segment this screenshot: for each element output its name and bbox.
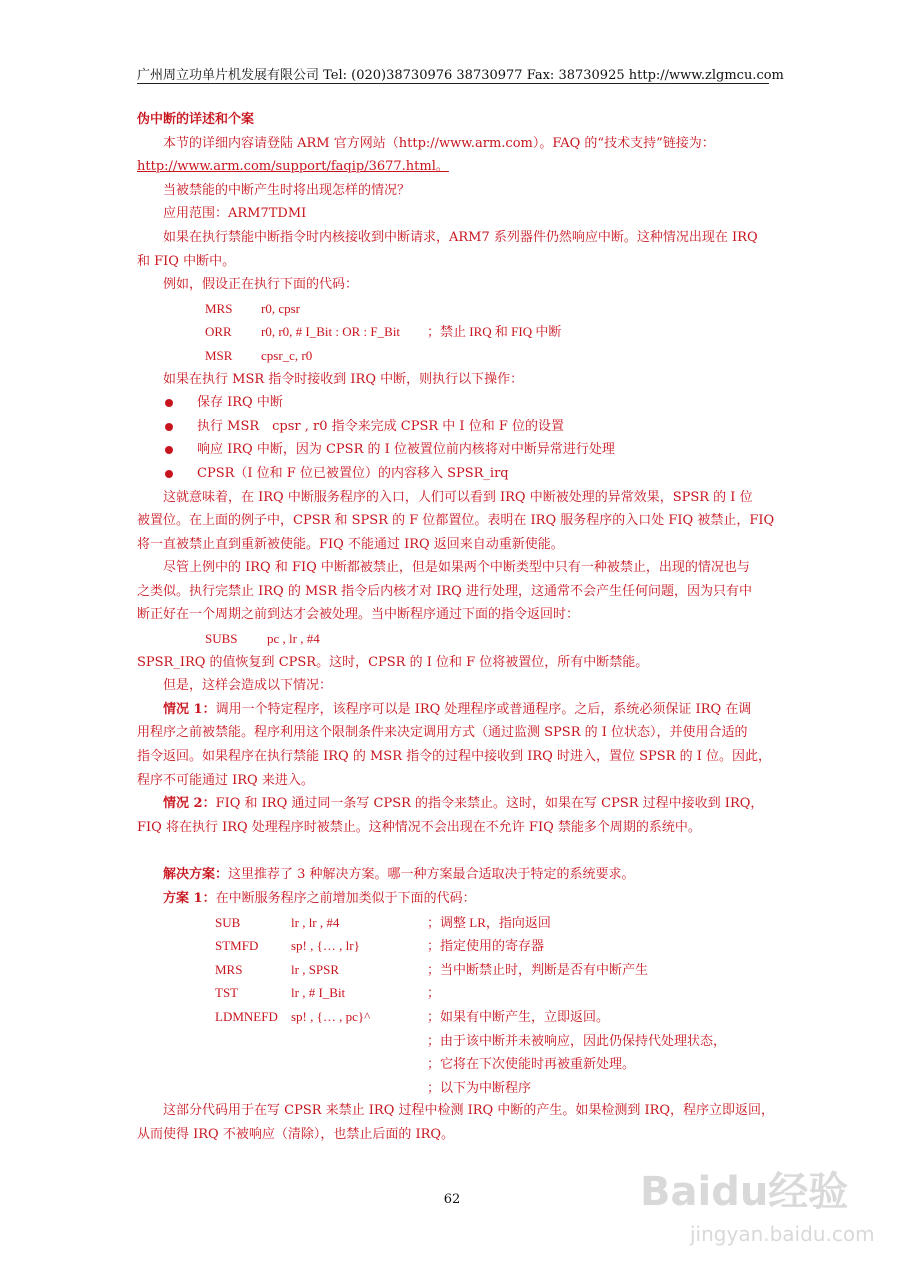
code-op: ORR	[205, 324, 232, 340]
code-comment: ；调整 LR，指向返回	[427, 914, 551, 930]
case2-line	[137, 792, 769, 816]
code-op: TST	[215, 985, 239, 1001]
code-comment: ；	[427, 985, 441, 1001]
baidu-watermark-logo: Baidu经验	[640, 1169, 849, 1215]
code-args: sp! , {… , lr}	[291, 938, 360, 954]
scope-line: 应用范围：ARM7TDMI	[163, 206, 307, 222]
code-args: lr , SPSR	[291, 961, 340, 977]
list-item	[137, 415, 769, 439]
faq-link[interactable]: http://www.arm.com/support/faqip/3677.html。	[137, 159, 449, 175]
para3-line: 之类似。执行完禁止 IRQ 的 MSR 指令后内核才对 IRQ 进行处理，这通常不会产生任何问题，因为只有中	[137, 583, 752, 599]
final-line: 从而使得 IRQ 不被响应（清除），也禁止后面的 IRQ。	[137, 1126, 455, 1142]
code-comment: ；禁止 IRQ 和 FIQ 中断	[427, 324, 562, 340]
intro-line-1: 本节的详细内容请登陆 ARM 官方网站（http://www.arm.com）。FAQ 的“技术支持”链接为：	[163, 135, 715, 151]
case1-line: 指令返回。如果程序在执行禁能 IRQ 的 MSR 指令的过程中接收到 IRQ 时进入，置位 SPSR 的 I 位。因此，	[137, 749, 771, 765]
bullet-dot	[165, 423, 173, 431]
code-op: MRS	[215, 961, 243, 977]
after-subs-line: SPSR_IRQ 的值恢复到 CPSR。这时，CPSR 的 I 位和 F 位将被置位，所有中断禁能。	[137, 654, 649, 670]
code-comment: ；由于该中断并未被响应，因此仍保持代处理状态，	[427, 1032, 727, 1048]
baidu-watermark-url: jingyan.baidu.com	[690, 1222, 875, 1246]
case1-line: 程序不可能通过 IRQ 来进入。	[137, 772, 314, 788]
document-body	[137, 108, 775, 1147]
para3-line: 尽管上例中的 IRQ 和 FIQ 中断都被禁止，但是如果两个中断类型中只有一种被禁止，出现的情况也与	[163, 560, 750, 576]
solution-line	[137, 863, 769, 887]
code1-line	[137, 297, 769, 321]
code-comment: ；如果有中断产生，立即返回。	[427, 1008, 610, 1024]
para2-line: 将一直被禁止直到重新被使能。FIQ 不能通过 IRQ 返回来自动重新使能。	[137, 536, 564, 552]
case2-label: 情况 2：	[163, 796, 216, 812]
spacer	[137, 839, 769, 863]
code-comment: ；以下为中断程序	[427, 1079, 532, 1095]
list-item-text: CPSR（I 位和 F 位已被置位）的内容移入 SPSR_irq	[197, 465, 509, 481]
header-divider	[137, 83, 769, 84]
code-comment: ；当中断禁止时，判断是否有中断产生	[427, 961, 649, 977]
plan1-line	[137, 887, 769, 911]
subs-code-line	[137, 627, 769, 651]
code-args: sp! , {… , pc}^	[291, 1008, 371, 1024]
code-op: STMFD	[215, 938, 259, 954]
list-item	[137, 391, 769, 415]
code-op: SUBS	[205, 631, 238, 647]
para1-line-1: 如果在执行禁能中断指令时内核接收到中断请求，ARM7 系列器件仍然响应中断。这种情况出现在 IRQ	[163, 229, 758, 245]
code2-line	[137, 1076, 769, 1100]
final-line: 这部分代码用于在写 CPSR 来禁止 IRQ 过程中检测 IRQ 中断的产生。如果检测到 IRQ，程序立即返回，	[163, 1103, 775, 1119]
code-args: r0, cpsr	[261, 300, 300, 316]
code1-line	[137, 320, 769, 344]
code-args: lr , lr , #4	[291, 914, 340, 930]
case1-label: 情况 1：	[163, 701, 216, 717]
list-item-text: 响应 IRQ 中断，因为 CPSR 的 I 位被置位前内核将对中断异常进行处理	[197, 442, 615, 458]
para2-line: 被置位。在上面的例子中，CPSR 和 SPSR 的 F 位都置位。表明在 IRQ 服务程序的入口处 FIQ 被禁止，FIQ	[137, 513, 775, 529]
plan1-text: 在中断服务程序之前增加类似于下面的代码：	[215, 891, 476, 906]
case1-line	[137, 698, 769, 722]
code-args: r0, r0, # I_Bit : OR : F_Bit	[261, 324, 401, 340]
but-line: 但是，这样会造成以下情况：	[163, 678, 333, 694]
code2-line	[137, 981, 769, 1005]
list-item-text: 执行 MSR cpsr , r0 指令来完成 CPSR 中 I 位和 F 位的设置	[197, 418, 564, 434]
code2-line	[137, 1005, 769, 1029]
code-op: MSR	[205, 347, 233, 363]
msr-intro: 如果在执行 MSR 指令时接收到 IRQ 中断，则执行以下操作：	[163, 371, 524, 387]
code2-line	[137, 958, 769, 982]
code2-line	[137, 1052, 769, 1076]
code1-line	[137, 344, 769, 368]
code-op: MRS	[205, 300, 233, 316]
code2-line	[137, 911, 769, 935]
case1-text: 调用一个特定程序，该程序可以是 IRQ 处理程序或普通程序。之后，系统必须保证 IRQ 在调	[215, 701, 752, 717]
list-item	[137, 438, 769, 462]
case1-line: 用程序之前被禁能。程序利用这个限制条件来决定调用方式（通过监测 SPSR 的 I 位状态），并使用合适的	[137, 725, 748, 741]
code-args: lr , # I_Bit	[291, 985, 346, 1001]
code2-line	[137, 1029, 769, 1053]
example-intro: 例如，假设正在执行下面的代码：	[163, 277, 359, 293]
code-args: pc , lr , #4	[267, 631, 320, 647]
solution-label: 解决方案：	[163, 867, 229, 883]
code-op: SUB	[215, 914, 241, 930]
solution-text: 这里推荐了 3 种解决方案。哪一种方案最合适取决于特定的系统要求。	[228, 867, 635, 883]
bullet-dot	[165, 470, 173, 478]
code-comment: ；它将在下次使能时再被重新处理。	[427, 1056, 636, 1072]
case2-line: FIQ 将在执行 IRQ 处理程序时被禁止。这种情况不会出现在不允许 FIQ 禁能多个周期的系统中。	[137, 819, 701, 835]
list-item-text: 保存 IRQ 中断	[197, 395, 283, 411]
question-line: 当被禁能的中断产生时将出现怎样的情况？	[163, 182, 411, 198]
page-number: 62	[443, 1192, 461, 1207]
code-comment: ；指定使用的寄存器	[427, 938, 545, 954]
para3-line: 断正好在一个周期之前到达才会被处理。当中断程序通过下面的指令返回时：	[137, 607, 580, 623]
code-op: LDMNEFD	[215, 1008, 278, 1024]
plan1-label: 方案 1：	[163, 891, 216, 906]
case2-text: FIQ 和 IRQ 通过同一条写 CPSR 的指令来禁止。这时，如果在写 CPSR 过程中接收到 IRQ，	[215, 796, 764, 812]
page-header: 广州周立功单片机发展有限公司 Tel: (020)38730976 38730977 Fax: 38730925 http://www.zlgmcu.com	[137, 68, 784, 83]
list-item	[137, 462, 769, 486]
section-title: 伪中断的详述和个案	[137, 112, 255, 127]
para2-line: 这就意味着，在 IRQ 中断服务程序的入口，人们可以看到 IRQ 中断被处理的异常效果，SPSR 的 I 位	[163, 489, 753, 505]
code2-line	[137, 934, 769, 958]
code-args: cpsr_c, r0	[261, 347, 313, 363]
para1-line-2: 和 FIQ 中断中。	[137, 253, 236, 269]
